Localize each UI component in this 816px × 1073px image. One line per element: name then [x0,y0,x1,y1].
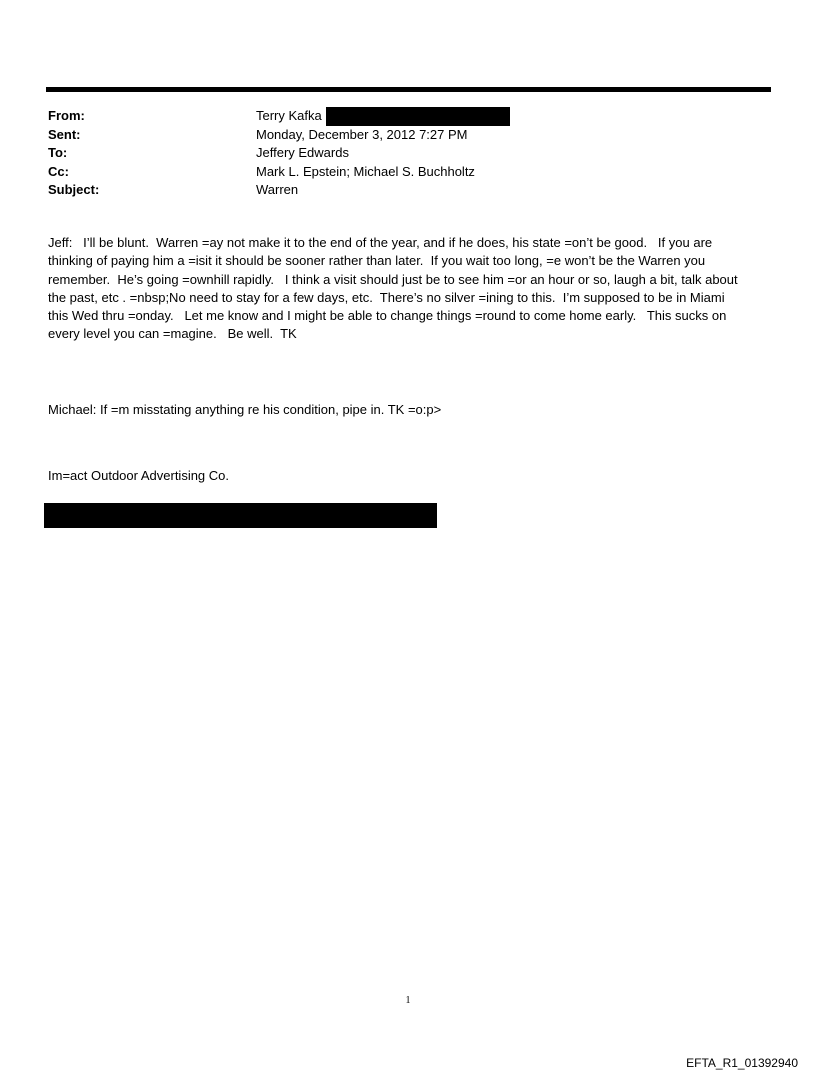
sent-value: Monday, December 3, 2012 7:27 PM [256,126,468,142]
redaction-bar-email [326,107,510,126]
email-header [48,107,748,200]
from-label: From: [48,108,85,123]
cc-value: Mark L. Epstein; Michael S. Buchholtz [256,163,475,179]
subject-row [48,181,748,200]
to-label: To: [48,145,68,160]
to-row [48,144,748,163]
from-value: Terry Kafka [256,108,322,123]
page-number: 1 [405,995,411,1006]
redaction-bar-signature [44,503,437,528]
subject-value: Warren [256,182,299,197]
to-value: Jeffery Edwards [256,145,349,160]
cc-label: Cc: [48,163,69,179]
body-paragraph-2: Michael: If =m misstating anything re his condition, pipe in. TK =o:p> [48,402,442,417]
from-row [48,107,748,126]
header-divider [46,87,771,92]
sent-row [48,126,748,145]
subject-label: Subject: [48,182,100,197]
body-paragraph-1: Jeff: I’ll be blunt. Warren =ay not make it to the end of the year, and if he does, his state =on’t be good. If you are thinking of paying him a =isit it should be sooner rather than later. If you wait too long, =e won’t be the Warren you remember. He’s going =ownhill rapidly. I think a visit should just be to see him =or an hour or so, laugh a bit, talk about the past, etc . =nbsp;No need to stay for a few days, etc. There’s no silver =ining to this. I’m supposed to be in Miami this Wed thru =onday. Let me know and I might be able to change things =round to come home early. This sucks on every level you can =magine. Be well. TK [48,235,738,342]
body-paragraph-3: Im=act Outdoor Advertising Co. [48,468,230,483]
sent-label: Sent: [48,126,81,142]
cc-row [48,163,748,182]
bates-number: EFTA_R1_01392940 [686,1056,798,1070]
